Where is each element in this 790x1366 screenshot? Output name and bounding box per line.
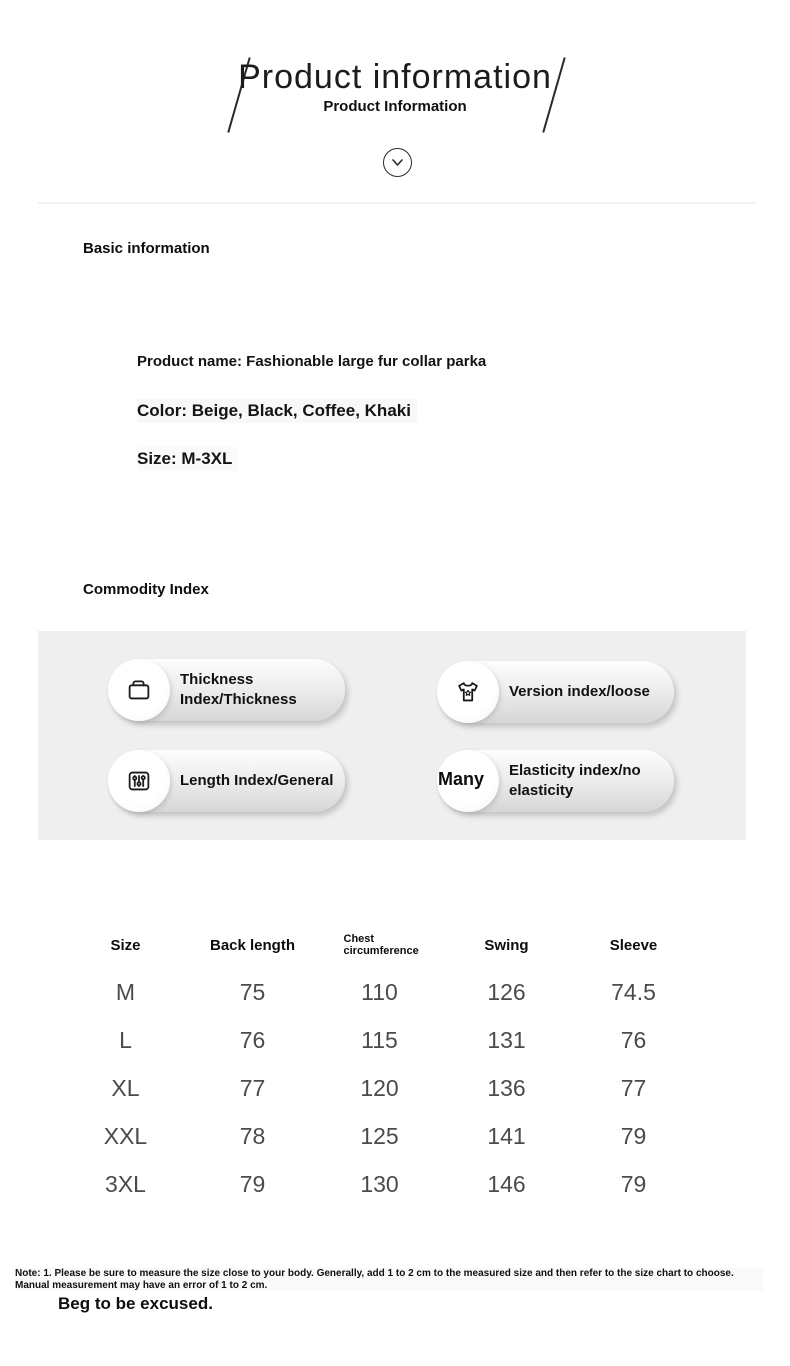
table-row bbox=[62, 1064, 697, 1112]
pill-icon-circle bbox=[108, 659, 170, 721]
commodity-index-heading: Commodity Index bbox=[83, 581, 209, 598]
column-header-swing: Swing bbox=[484, 936, 529, 954]
pill-label: Elasticity index/no elasticity bbox=[509, 762, 641, 799]
swing-value: 146 bbox=[487, 1170, 526, 1197]
pill-version-index[interactable] bbox=[437, 661, 674, 723]
measurement-note: Note: 1. Please be sure to measure the size close to your body. Generally, add 1 to 2 cm to the measured size and then refer to the size chart to choose. Manual measurement may have an error of 1 to 2 cm. bbox=[15, 1268, 763, 1291]
pill-label: Thickness Index/Thickness bbox=[180, 671, 297, 708]
folder-icon bbox=[124, 675, 154, 705]
sliders-icon bbox=[124, 766, 154, 796]
color-line: Color: Beige, Black, Coffee, Khaki bbox=[137, 399, 417, 423]
sleeve-value: 77 bbox=[620, 1074, 647, 1101]
table-row bbox=[62, 1112, 697, 1160]
column-header-chest-circumference: Chest circumference bbox=[343, 933, 419, 957]
table-header-row bbox=[62, 922, 697, 968]
basic-information-heading: Basic information bbox=[83, 240, 210, 257]
size-value: M bbox=[115, 978, 136, 1005]
product-name-line: Product name: Fashionable large fur collar parka bbox=[137, 353, 487, 370]
pill-icon-circle bbox=[437, 661, 499, 723]
size-value: XXL bbox=[103, 1122, 148, 1149]
chevron-down-icon bbox=[391, 158, 404, 167]
table-row bbox=[62, 1160, 697, 1208]
back-length-value: 78 bbox=[239, 1122, 266, 1149]
size-value: 3XL bbox=[105, 1170, 146, 1197]
chest-value: 120 bbox=[360, 1074, 399, 1101]
page-title: Product information bbox=[238, 58, 552, 96]
tshirt-icon bbox=[453, 677, 483, 707]
swing-value: 131 bbox=[487, 1026, 526, 1053]
column-header-back-length: Back length bbox=[209, 936, 296, 954]
back-length-value: 77 bbox=[239, 1074, 266, 1101]
chest-value: 115 bbox=[361, 1026, 398, 1053]
many-label: Many bbox=[438, 769, 485, 789]
pill-elasticity-index[interactable] bbox=[437, 750, 674, 812]
column-header-sleeve: Sleeve bbox=[609, 936, 658, 954]
table-row bbox=[62, 1016, 697, 1064]
pill-thickness-index[interactable] bbox=[108, 659, 345, 721]
sleeve-value: 79 bbox=[620, 1170, 647, 1197]
expand-button[interactable] bbox=[383, 148, 412, 177]
table-row bbox=[62, 968, 697, 1016]
back-length-value: 79 bbox=[239, 1170, 266, 1197]
pill-label: Version index/loose bbox=[509, 683, 650, 700]
swing-value: 141 bbox=[487, 1122, 526, 1149]
size-line: Size: M-3XL bbox=[137, 447, 238, 471]
size-value: L bbox=[119, 1026, 132, 1053]
swing-value: 136 bbox=[487, 1074, 526, 1101]
sleeve-value: 76 bbox=[620, 1026, 647, 1053]
size-chart-table bbox=[62, 922, 697, 1208]
pill-length-index[interactable] bbox=[108, 750, 345, 812]
pill-icon-circle bbox=[108, 750, 170, 812]
column-header-size: Size bbox=[110, 936, 141, 954]
chest-value: 130 bbox=[360, 1170, 399, 1197]
sleeve-value: 74.5 bbox=[611, 978, 656, 1005]
back-length-value: 76 bbox=[239, 1026, 266, 1053]
chest-value: 110 bbox=[361, 978, 398, 1005]
chest-value: 125 bbox=[360, 1122, 399, 1149]
sleeve-value: 79 bbox=[620, 1122, 647, 1149]
back-length-value: 75 bbox=[239, 978, 266, 1005]
page-subtitle: Product Information bbox=[323, 98, 467, 115]
swing-value: 126 bbox=[487, 978, 526, 1005]
commodity-index-panel bbox=[38, 631, 746, 840]
note-signoff: Beg to be excused. bbox=[58, 1294, 213, 1313]
pill-label: Length Index/General bbox=[180, 772, 334, 789]
section-divider bbox=[38, 202, 756, 204]
size-value: XL bbox=[111, 1074, 140, 1101]
